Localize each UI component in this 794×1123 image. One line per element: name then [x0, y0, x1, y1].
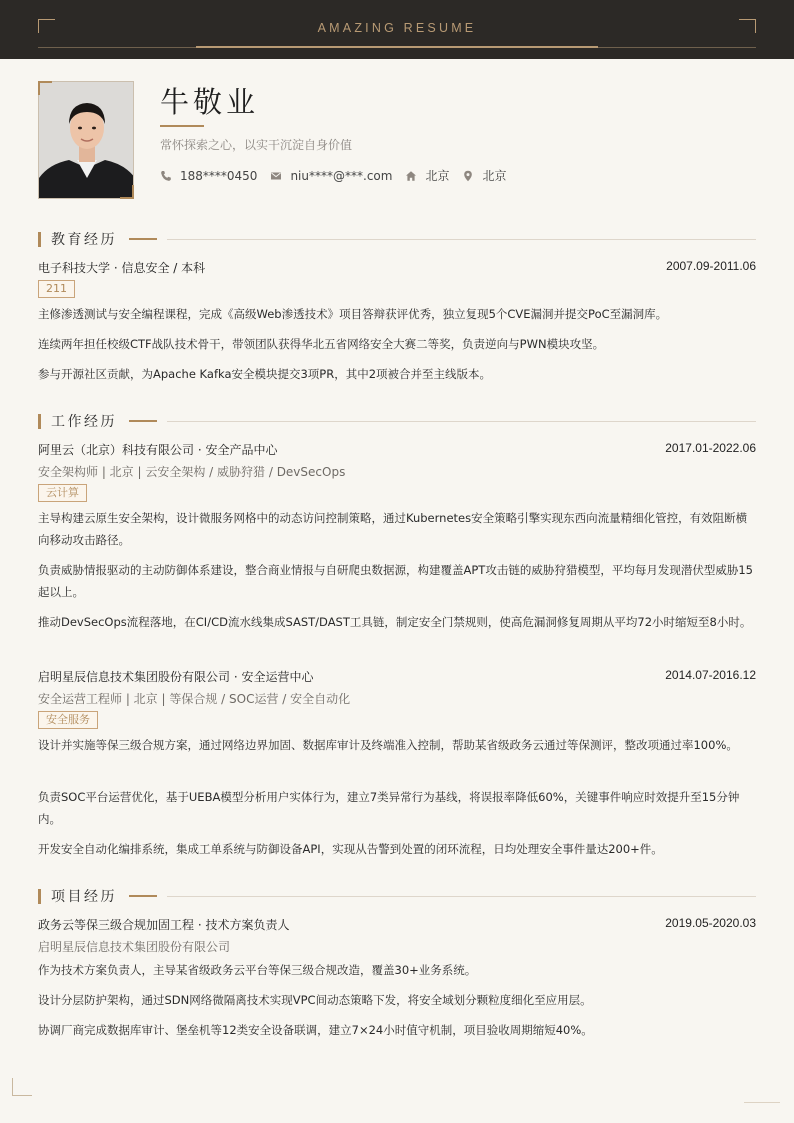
project-item: 作为技术方案负责人，主导某省级政务云平台等保三级合规改造，覆盖30+业务系统。: [38, 963, 477, 977]
job-item: 设计并实施等保三级合规方案，通过网络边界加固、数据库审计及终端准入控制，帮助某省级政务云通过等保测评，整改项通过率100%。: [38, 738, 738, 752]
contact-row: [160, 167, 519, 184]
job-tag-badge: 安全服务: [38, 711, 98, 729]
person-name: 牛敬业: [160, 85, 260, 119]
project-item: 协调厂商完成数据库审计、堡垒机等12类安全设备联调，建立7×24小时值守机制，项目验收周期缩短40%。: [38, 1023, 593, 1037]
section-title: 工作经历: [51, 414, 117, 430]
contact-home: [405, 167, 449, 184]
contact-phone: [160, 169, 257, 183]
job-item: 负责威胁情报驱动的主动防御体系建设，整合商业情报与自研爬虫数据源，构建覆盖APT攻击链的威胁狩猎模型，平均每月发现潜伏型威胁15起以上。: [38, 563, 753, 599]
job-subtitle: 安全架构师 | 北京 | 云安全架构 / 威胁狩猎 / DevSecOps: [38, 465, 346, 479]
footer-rule: [744, 1102, 780, 1103]
section-title: 项目经历: [51, 889, 117, 905]
phone-icon: [160, 170, 172, 182]
education-item: 主修渗透测试与安全编程课程，完成《高级Web渗透技术》项目答辩获评优秀，独立复现5个CVE漏洞并提交PoC至漏洞库。: [38, 307, 668, 321]
education-school: 电子科技大学 · 信息安全 / 本科: [38, 261, 206, 275]
project-item: 设计分层防护架构，通过SDN网络微隔离技术实现VPC间动态策略下发，将安全域划分颗粒度细化至应用层。: [38, 993, 592, 1007]
job-company: 启明星辰信息技术集团股份有限公司 · 安全运营中心: [38, 670, 314, 684]
section-header-education: [38, 231, 756, 247]
contact-email: [270, 169, 392, 183]
home-icon: [405, 170, 417, 182]
job-date: 2014.07-2016.12: [665, 668, 756, 682]
brand-title: AMAZING RESUME: [317, 21, 477, 35]
education-item: 参与开源社区贡献，为Apache Kafka安全模块提交3项PR，其中2项被合并至主线版本。: [38, 367, 492, 381]
phone-text: 188****0450: [180, 168, 258, 183]
footer-corner-ornament: [12, 1078, 32, 1096]
project-date: 2019.05-2020.03: [665, 916, 756, 930]
job-item: 主导构建云原生安全架构，设计微服务网格中的动态访问控制策略，通过Kubernetes安全策略引擎实现东西向流量精细化管控，有效阻断横向移动攻击路径。: [38, 511, 748, 547]
job-company: 阿里云（北京）科技有限公司 · 安全产品中心: [38, 443, 278, 457]
header-rule-highlight: [196, 46, 598, 48]
job-tag-badge: 云计算: [38, 484, 87, 502]
job-item: 开发安全自动化编排系统，集成工单系统与防御设备API，实现从告警到处置的闭环流程，日均处理安全事件量达200+件。: [38, 842, 663, 856]
email-text: niu****@***.com: [290, 168, 393, 183]
contact-location: [462, 167, 506, 184]
location-text: 北京: [482, 169, 507, 183]
motto: 常怀探索之心，以实干沉淀自身价值: [160, 138, 353, 152]
home-text: 北京: [425, 169, 450, 183]
job-item: 负责SOC平台运营优化，基于UEBA模型分析用户实体行为，建立7类异常行为基线，将误报率降低60%，关键事件响应时效提升至15分钟内。: [38, 790, 740, 826]
job-date: 2017.01-2022.06: [665, 441, 756, 455]
education-date: 2007.09-2011.06: [666, 259, 756, 273]
education-tag-badge: 211: [38, 280, 75, 298]
header-band: [0, 0, 794, 59]
photo-corner-top-left: [38, 81, 52, 95]
portrait-photo-icon: [39, 82, 134, 199]
section-title: 教育经历: [51, 232, 117, 248]
project-name: 政务云等保三级合规加固工程 · 技术方案负责人: [38, 918, 290, 932]
mail-icon: [270, 170, 282, 182]
avatar: [38, 81, 134, 199]
name-underline: [160, 125, 204, 127]
section-header-work: [38, 413, 756, 429]
job-subtitle: 安全运营工程师 | 北京 | 等保合规 / SOC运营 / 安全自动化: [38, 692, 351, 706]
education-item: 连续两年担任校级CTF战队技术骨干，带领团队获得华北五省网络安全大赛二等奖，负责逆向与PWN模块攻坚。: [38, 337, 605, 351]
photo-corner-bottom-right: [120, 185, 134, 199]
section-header-projects: [38, 888, 756, 904]
location-pin-icon: [462, 170, 474, 182]
job-item: 推动DevSecOps流程落地，在CI/CD流水线集成SAST/DAST工具链，制定安全门禁规则，使高危漏洞修复周期从平均72小时缩短至8小时。: [38, 615, 752, 629]
project-org: 启明星辰信息技术集团股份有限公司: [38, 940, 231, 954]
